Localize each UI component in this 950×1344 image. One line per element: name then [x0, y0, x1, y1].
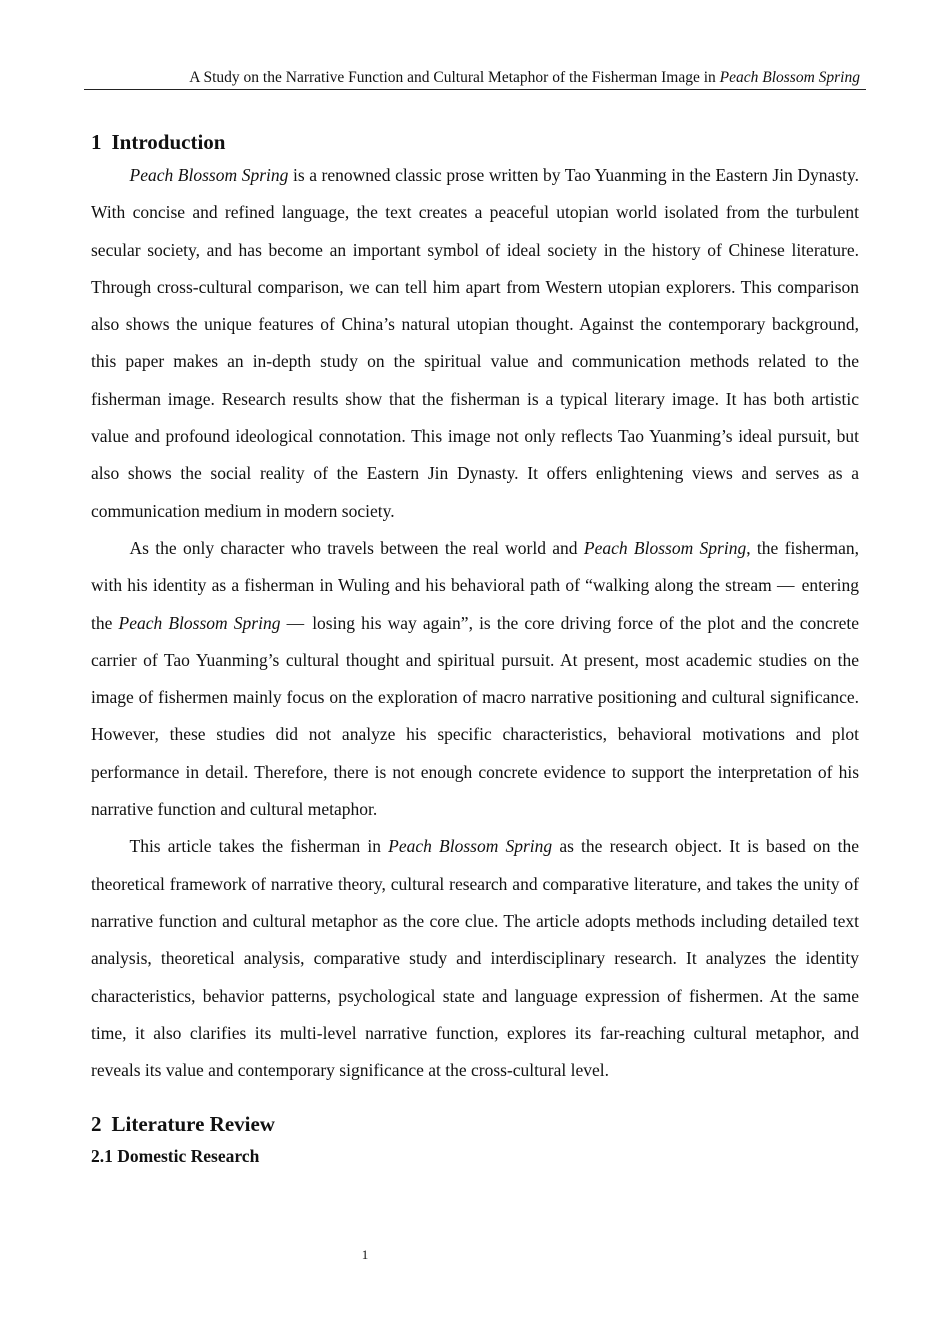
paragraph-intro-2 [91, 530, 859, 828]
em-dash: — [286, 612, 307, 633]
running-header [84, 68, 866, 90]
paragraph-text: , the fisherman, with his identity as a fisherman in Wuling and his behavioral path of “walking along the stream [91, 537, 859, 596]
paragraph-text: losing his way again”, is the core driving force of the plot and the concrete carrier of Tao Yuanming’s cultural thought and spiritual pursuit. At present, most academic studies on the image of fishermen mainly focus on the exploration of macro narrative positioning and cultural significance. However, these studies did not analyze his specific characteristics, behavioral motivations and plot performance in detail. Therefore, there is not enough concrete evidence to support the interpretation of his narrative function and cultural metaphor. [91, 612, 859, 820]
section-heading-introduction [91, 127, 859, 157]
document-body [91, 127, 859, 1169]
section-heading-literature-review [91, 1109, 859, 1139]
subsection-heading-domestic-research: 2.1 Domestic Research [91, 1146, 260, 1167]
paragraph-text: as the research object. It is based on the theoretical framework of narrative theory, cultural research and comparative literature, and takes the unity of narrative function and cultural metaphor as the core clue. The article adopts methods including detailed text analysis, theoretical analysis, comparative study and interdisciplinary research. It analyzes the identity characteristics, behavior patterns, psychological state and language expression of fishermen. At the same time, it also clarifies its multi-level narrative function, explores its far-reaching cultural metaphor, and reveals its value and contemporary significance at the cross-cultural level. [91, 836, 859, 1081]
paragraph-text: This article takes the fisherman in [129, 836, 389, 857]
paragraph-intro-1 [91, 157, 859, 530]
paragraph-text: As the only character who travels between the real world and [129, 537, 584, 558]
running-header-title: A Study on the Narrative Function and Cultural Metaphor of the Fisherman Image in [189, 69, 716, 86]
section-title: Introduction [111, 130, 226, 154]
paragraph-text: entering the [91, 575, 859, 633]
work-title-italic: Peach Blossom Spring [118, 612, 281, 633]
work-title-italic: Peach Blossom Spring [129, 165, 289, 185]
work-title-italic: Peach Blossom Spring [583, 537, 747, 558]
section-title: Literature Review [111, 1112, 275, 1137]
paragraph-text: is a renowned classic prose written by Tao Yuanming in the Eastern Jin Dynasty. With concise and refined language, the text creates a peaceful utopian world isolated from the turbulent secular society, and has become an important symbol of ideal society in the history of Chinese literature. Through cross-cultural comparison, we can tell him apart from Western utopian explorers. This comparison also shows the unique features of China’s natural utopian thought. Against the contemporary background, this paper makes an in-depth study on the spiritual value and communication methods related to the fisherman image. Research results show that the fisherman is a typical literary image. It has both artistic value and profound ideological connotation. This image not only reflects Tao Yuanming’s ideal pursuit, but also shows the social reality of the Eastern Jin Dynasty. It offers enlightening views and serves as a communication medium in modern society. [91, 165, 859, 521]
section-spacer [91, 1089, 859, 1109]
paragraph-intro-3 [91, 828, 859, 1089]
page-number: 1 [361, 1247, 369, 1262]
section-number: 1 [91, 130, 102, 154]
section-number: 2 [91, 1112, 102, 1137]
em-dash: — [776, 575, 797, 596]
work-title-italic: Peach Blossom Spring [388, 836, 553, 857]
running-header-title-emphasis: Peach Blossom Spring [719, 69, 860, 86]
